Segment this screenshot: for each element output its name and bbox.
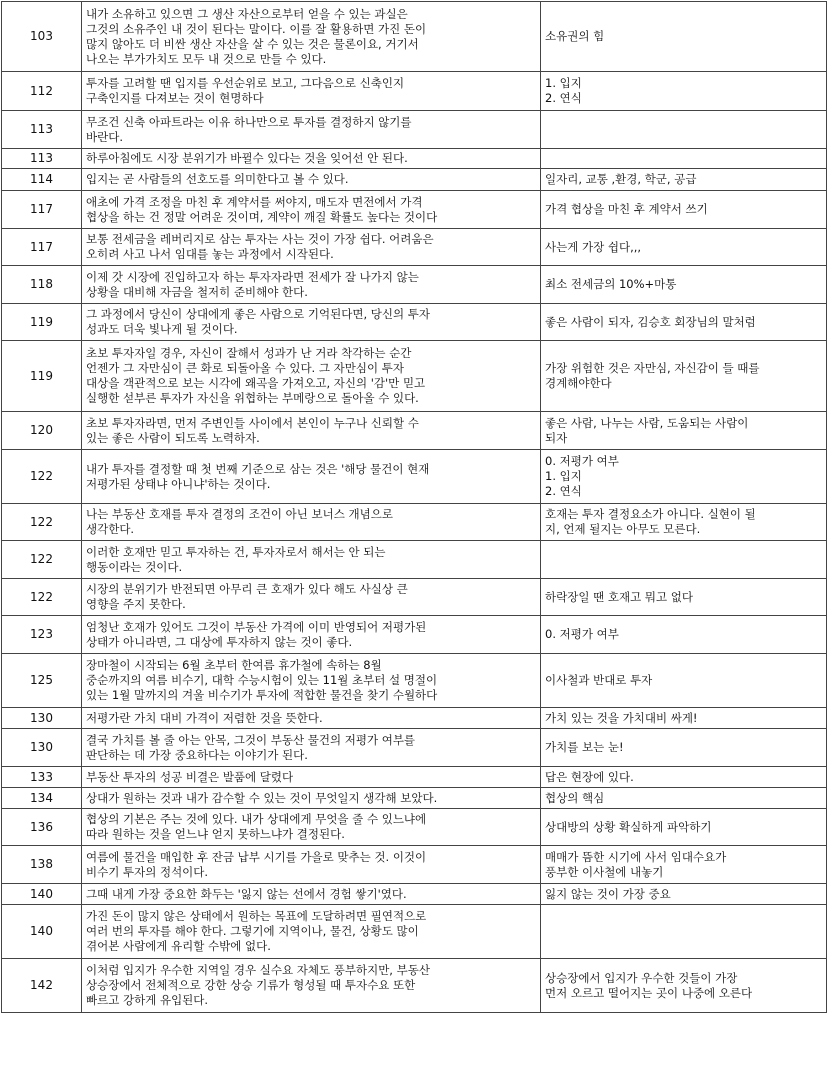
quote-cell: 내가 투자를 결정할 때 첫 번째 기준으로 삼는 것은 '해당 물건이 현재 저평가된 상태냐 아니냐'하는 것이다. [82, 450, 541, 504]
note-cell: 협상의 핵심 [541, 788, 827, 809]
page-number-cell: 125 [2, 654, 82, 708]
note-cell: 0. 저평가 여부 1. 입지 2. 연식 [541, 450, 827, 504]
page-number-cell: 140 [2, 905, 82, 959]
note-cell: 호재는 투자 결정요소가 아니다. 실현이 될 지, 언제 될지는 아무도 모른다. [541, 504, 827, 541]
table-row [2, 729, 827, 767]
note-cell: 소유권의 힘 [541, 2, 827, 72]
quote-table-body [2, 2, 827, 1013]
note-cell: 좋은 사람, 나누는 사람, 도움되는 사람이 되자 [541, 412, 827, 450]
note-cell: 상승장에서 입지가 우수한 것들이 가장 먼저 오르고 떨어지는 곳이 나중에 오른다 [541, 959, 827, 1013]
table-row [2, 809, 827, 846]
table-row [2, 149, 827, 169]
note-cell: 가치 있는 것을 가치대비 싸게! [541, 708, 827, 729]
note-cell [541, 541, 827, 579]
note-cell: 상대방의 상황 확실하게 파악하기 [541, 809, 827, 846]
note-cell: 0. 저평가 여부 [541, 616, 827, 654]
note-cell: 매매가 뜸한 시기에 사서 임대수요가 풍부한 이사철에 내놓기 [541, 846, 827, 884]
page-number-cell: 119 [2, 341, 82, 412]
table-row [2, 412, 827, 450]
note-cell: 가격 협상을 마친 후 계약서 쓰기 [541, 191, 827, 229]
quote-cell: 보통 전세금을 레버리지로 삼는 투자는 사는 것이 가장 쉽다. 어려움은 오히려 사고 나서 임대를 놓는 과정에서 시작된다. [82, 229, 541, 266]
note-cell: 하락장일 땐 호재고 뭐고 없다 [541, 579, 827, 616]
quote-cell: 시장의 분위기가 반전되면 아무리 큰 호재가 있다 해도 사실상 큰 영향을 주지 못한다. [82, 579, 541, 616]
page-number-cell: 117 [2, 229, 82, 266]
table-row [2, 616, 827, 654]
page-number-cell: 122 [2, 541, 82, 579]
quote-cell: 초보 투자자일 경우, 자신이 잘해서 성과가 난 거라 착각하는 순간 언젠가 그 자만심이 큰 화로 되돌아올 수 있다. 그 자만심이 투자 대상을 객관적으로 보는 시각에 왜곡을 가져오고, 자신의 '감'만 믿고 실행한 섣부른 투자가 자신을 위협하는 부메랑으로 돌아올 수 있다. [82, 341, 541, 412]
page-number-cell: 140 [2, 884, 82, 905]
table-row [2, 111, 827, 149]
note-cell [541, 905, 827, 959]
quote-cell: 애초에 가격 조정을 마친 후 계약서를 써야지, 매도자 면전에서 가격 협상을 하는 건 정말 어려운 것이며, 계약이 깨질 확률도 높다는 것이다 [82, 191, 541, 229]
quote-cell: 협상의 기본은 주는 것에 있다. 내가 상대에게 무엇을 줄 수 있느냐에 따라 원하는 것을 얻느냐 얻지 못하느냐가 결정된다. [82, 809, 541, 846]
page-number-cell: 122 [2, 450, 82, 504]
quote-cell: 엄청난 호재가 있어도 그것이 부동산 가격에 이미 반영되어 저평가된 상태가 아니라면, 그 대상에 투자하지 않는 것이 좋다. [82, 616, 541, 654]
quote-cell: 내가 소유하고 있으면 그 생산 자산으로부터 얻을 수 있는 과실은 그것의 소유주인 내 것이 된다는 말이다. 이를 잘 활용하면 가진 돈이 많지 않아도 더 비싼 생산 자산을 살 수 있는 것은 물론이요, 거기서 나오는 부가가치도 모두 내 것으로 만들 수 있다. [82, 2, 541, 72]
page-number-cell: 122 [2, 579, 82, 616]
quote-cell: 장마철이 시작되는 6월 초부터 한여름 휴가철에 속하는 8월 중순까지의 여름 비수기, 대학 수능시험이 있는 11월 초부터 설 명절이 있는 1월 말까지의 겨울 비수기가 투자에 적합한 물건을 찾기 수월하다 [82, 654, 541, 708]
page-number-cell: 113 [2, 111, 82, 149]
table-row [2, 846, 827, 884]
note-cell: 가치를 보는 눈! [541, 729, 827, 767]
table-row [2, 169, 827, 191]
table-row [2, 905, 827, 959]
page-number-cell: 123 [2, 616, 82, 654]
page-number-cell: 130 [2, 708, 82, 729]
table-row [2, 884, 827, 905]
quote-cell: 입지는 곧 사람들의 선호도를 의미한다고 볼 수 있다. [82, 169, 541, 191]
table-row [2, 304, 827, 341]
page-number-cell: 138 [2, 846, 82, 884]
note-cell: 이사철과 반대로 투자 [541, 654, 827, 708]
quote-cell: 나는 부동산 호재를 투자 결정의 조건이 아닌 보너스 개념으로 생각한다. [82, 504, 541, 541]
page-number-cell: 122 [2, 504, 82, 541]
page-number-cell: 114 [2, 169, 82, 191]
table-row [2, 2, 827, 72]
quote-table [1, 1, 827, 1013]
quote-cell: 이제 갓 시장에 진입하고자 하는 투자자라면 전세가 잘 나가지 않는 상황을 대비해 자금을 철저히 준비해야 한다. [82, 266, 541, 304]
quote-cell: 그 과정에서 당신이 상대에게 좋은 사람으로 기억된다면, 당신의 투자 성과도 더욱 빛나게 될 것이다. [82, 304, 541, 341]
note-cell: 1. 입지 2. 연식 [541, 72, 827, 111]
note-cell: 좋은 사람이 되자, 김승호 회장님의 말처럼 [541, 304, 827, 341]
quote-cell: 이러한 호재만 믿고 투자하는 건, 투자자로서 해서는 안 되는 행동이라는 것이다. [82, 541, 541, 579]
quote-cell: 상대가 원하는 것과 내가 감수할 수 있는 것이 무엇일지 생각해 보았다. [82, 788, 541, 809]
note-cell: 최소 전세금의 10%+마통 [541, 266, 827, 304]
quote-cell: 결국 가치를 볼 줄 아는 안목, 그것이 부동산 물건의 저평가 여부를 판단하는 데 가장 중요하다는 이야기가 된다. [82, 729, 541, 767]
table-row [2, 229, 827, 266]
note-cell: 일자리, 교통 ,환경, 학군, 공급 [541, 169, 827, 191]
quote-cell: 저평가란 가치 대비 가격이 저렴한 것을 뜻한다. [82, 708, 541, 729]
table-row [2, 654, 827, 708]
page-number-cell: 118 [2, 266, 82, 304]
page-number-cell: 113 [2, 149, 82, 169]
page-number-cell: 103 [2, 2, 82, 72]
page-number-cell: 134 [2, 788, 82, 809]
quote-cell: 하루아침에도 시장 분위기가 바뀔수 있다는 것을 잊어선 안 된다. [82, 149, 541, 169]
page-number-cell: 136 [2, 809, 82, 846]
table-row [2, 767, 827, 788]
table-row [2, 72, 827, 111]
quote-cell: 무조건 신축 아파트라는 이유 하나만으로 투자를 결정하지 않기를 바란다. [82, 111, 541, 149]
page-number-cell: 112 [2, 72, 82, 111]
table-row [2, 541, 827, 579]
table-row [2, 266, 827, 304]
note-cell [541, 149, 827, 169]
note-cell: 잃지 않는 것이 가장 중요 [541, 884, 827, 905]
quote-cell: 여름에 물건을 매입한 후 잔금 납부 시기를 가을로 맞추는 것. 이것이 비수기 투자의 정석이다. [82, 846, 541, 884]
page-number-cell: 133 [2, 767, 82, 788]
table-row [2, 579, 827, 616]
table-row [2, 788, 827, 809]
note-cell [541, 111, 827, 149]
note-cell: 답은 현장에 있다. [541, 767, 827, 788]
table-row [2, 341, 827, 412]
quote-cell: 초보 투자자라면, 먼저 주변인들 사이에서 본인이 누구나 신뢰할 수 있는 좋은 사람이 되도록 노력하자. [82, 412, 541, 450]
note-cell: 사는게 가장 쉽다,,, [541, 229, 827, 266]
page-number-cell: 120 [2, 412, 82, 450]
table-row [2, 191, 827, 229]
table-row [2, 959, 827, 1013]
page-number-cell: 117 [2, 191, 82, 229]
quote-cell: 이처럼 입지가 우수한 지역일 경우 실수요 자체도 풍부하지만, 부동산 상승장에서 전체적으로 강한 상승 기류가 형성될 때 투자수요 또한 빠르고 강하게 유입된다. [82, 959, 541, 1013]
quote-cell: 가진 돈이 많지 않은 상태에서 원하는 목표에 도달하려면 필연적으로 여러 번의 투자를 해야 한다. 그렇기에 지역이나, 물건, 상황도 많이 겪어본 사람에게 유리할 수밖에 없다. [82, 905, 541, 959]
page-number-cell: 130 [2, 729, 82, 767]
quote-cell: 투자를 고려할 땐 입지를 우선순위로 보고, 그다음으로 신축인지 구축인지를 다져보는 것이 현명하다 [82, 72, 541, 111]
quote-cell: 그때 내게 가장 중요한 화두는 '잃지 않는 선에서 경험 쌓기'였다. [82, 884, 541, 905]
page-number-cell: 119 [2, 304, 82, 341]
quote-cell: 부동산 투자의 성공 비결은 발품에 달렸다 [82, 767, 541, 788]
note-cell: 가장 위험한 것은 자만심, 자신감이 들 때를 경계해야한다 [541, 341, 827, 412]
table-row [2, 504, 827, 541]
table-row [2, 708, 827, 729]
table-row [2, 450, 827, 504]
page-number-cell: 142 [2, 959, 82, 1013]
